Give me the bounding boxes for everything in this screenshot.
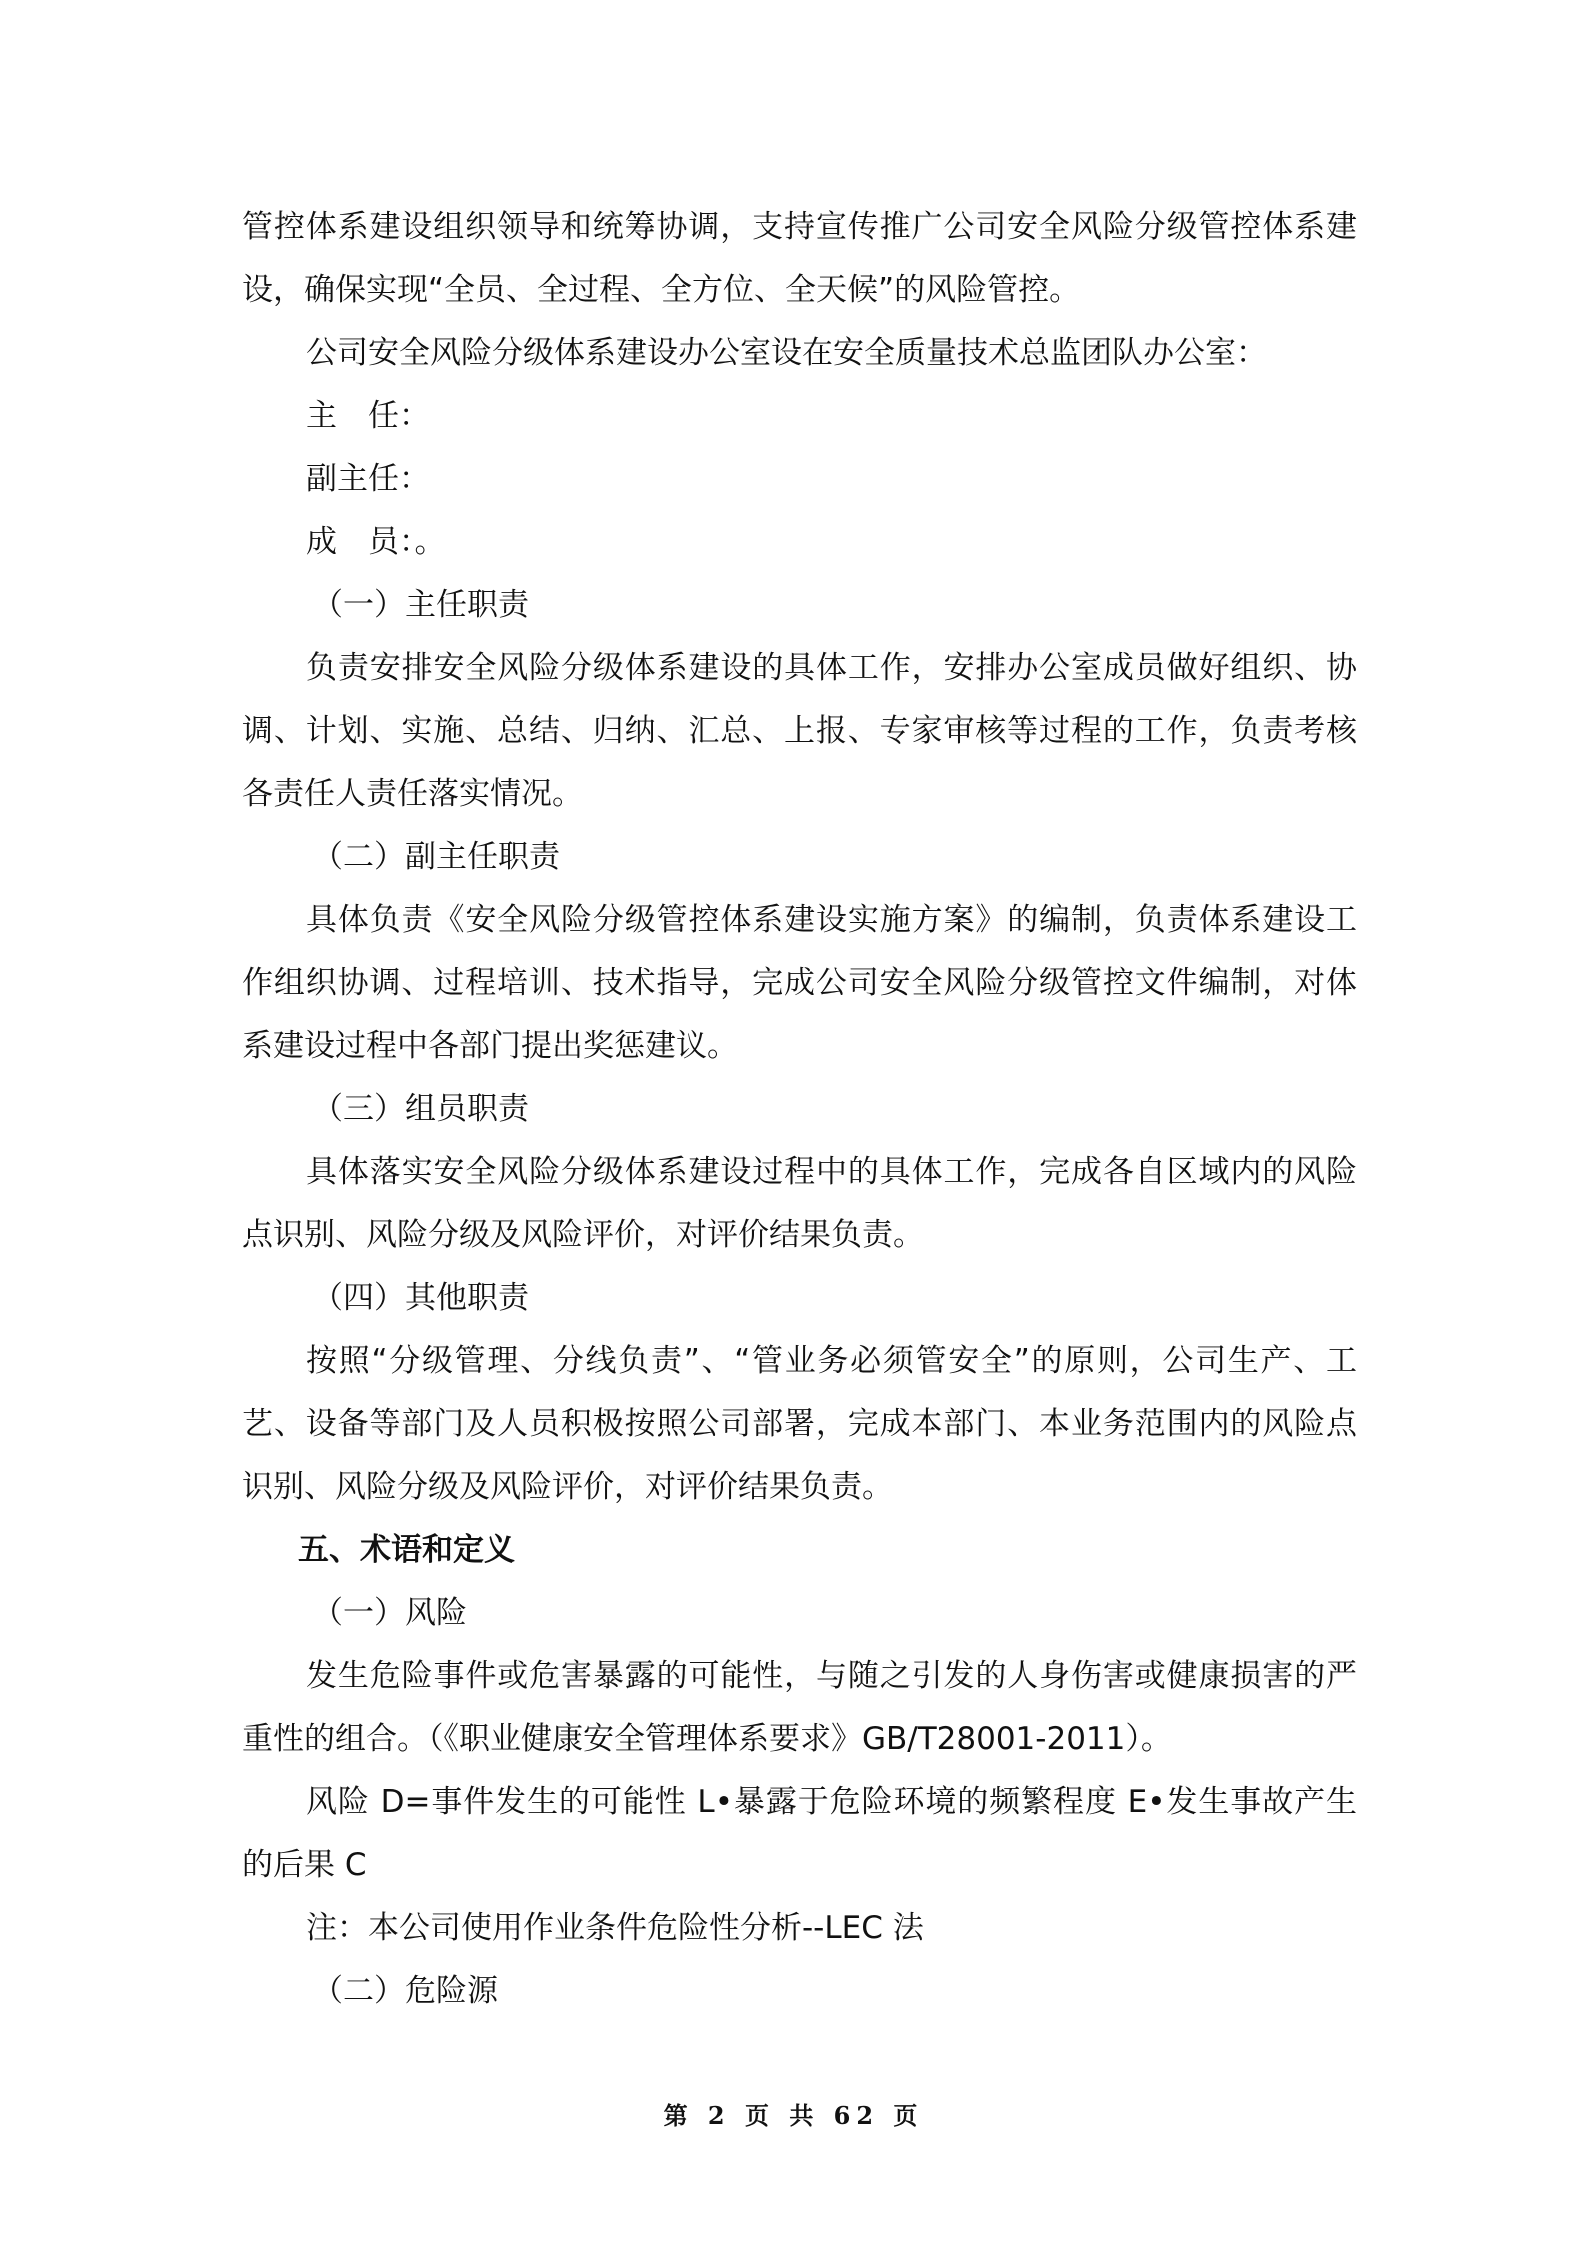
deputy-director-label: 副主任： — [306, 461, 430, 497]
section-heading-terms: 五、术语和定义 — [298, 1532, 515, 1568]
subheading-hazard-source: （二）危险源 — [312, 1973, 498, 2009]
paragraph-risk-definition: 发生危险事件或危害暴露的可能性，与随之引发的人身伤害或健康损害的严重性的组合。（《职业健康安全管理体系要求》GB/T28001-2011）。 — [242, 1658, 1357, 1757]
paragraph-committee-coordination: 管控体系建设组织领导和统筹协调，支持宣传推广公司安全风险分级管控体系建设，确保实现“全员、全过程、全方位、全天候”的风险管控。 — [242, 209, 1357, 308]
subheading-director-duties: （一）主任职责 — [312, 587, 529, 623]
paragraph-other-duties: 按照“分级管理、分线负责”、“管业务必须管安全”的原则，公司生产、工艺、设备等部门及人员积极按照公司部署，完成本部门、本业务范围内的风险点识别、风险分级及风险评价，对评价结果负责。 — [242, 1343, 1357, 1505]
paragraph-deputy-duties: 具体负责《安全风险分级管控体系建设实施方案》的编制，负责体系建设工作组织协调、过程培训、技术指导，完成公司安全风险分级管控文件编制，对体系建设过程中各部门提出奖惩建议。 — [242, 902, 1357, 1064]
paragraph-risk-formula: 风险 D=事件发生的可能性 L•暴露于危险环境的频繁程度 E•发生事故产生的后果 C — [242, 1784, 1357, 1883]
paragraph-director-duties: 负责安排安全风险分级体系建设的具体工作，安排办公室成员做好组织、协调、计划、实施、总结、归纳、汇总、上报、专家审核等过程的工作，负责考核各责任人责任落实情况。 — [242, 650, 1357, 812]
subheading-member-duties: （三）组员职责 — [312, 1091, 529, 1127]
page-number-footer: 第 2 页 共 62 页 — [663, 2101, 924, 2130]
subheading-risk: （一）风险 — [312, 1595, 467, 1631]
director-label: 主 任： — [306, 398, 430, 434]
paragraph-office-location: 公司安全风险分级体系建设办公室设在安全质量技术总监团队办公室： — [306, 335, 1267, 371]
members-label: 成 员：。 — [306, 524, 446, 560]
subheading-deputy-duties: （二）副主任职责 — [312, 839, 560, 875]
paragraph-member-duties: 具体落实安全风险分级体系建设过程中的具体工作，完成各自区域内的风险点识别、风险分级及风险评价，对评价结果负责。 — [242, 1154, 1357, 1253]
subheading-other-duties: （四）其他职责 — [312, 1280, 529, 1316]
document-body — [242, 196, 1357, 2023]
paragraph-note-lec: 注：本公司使用作业条件危险性分析--LEC 法 — [306, 1910, 924, 1946]
